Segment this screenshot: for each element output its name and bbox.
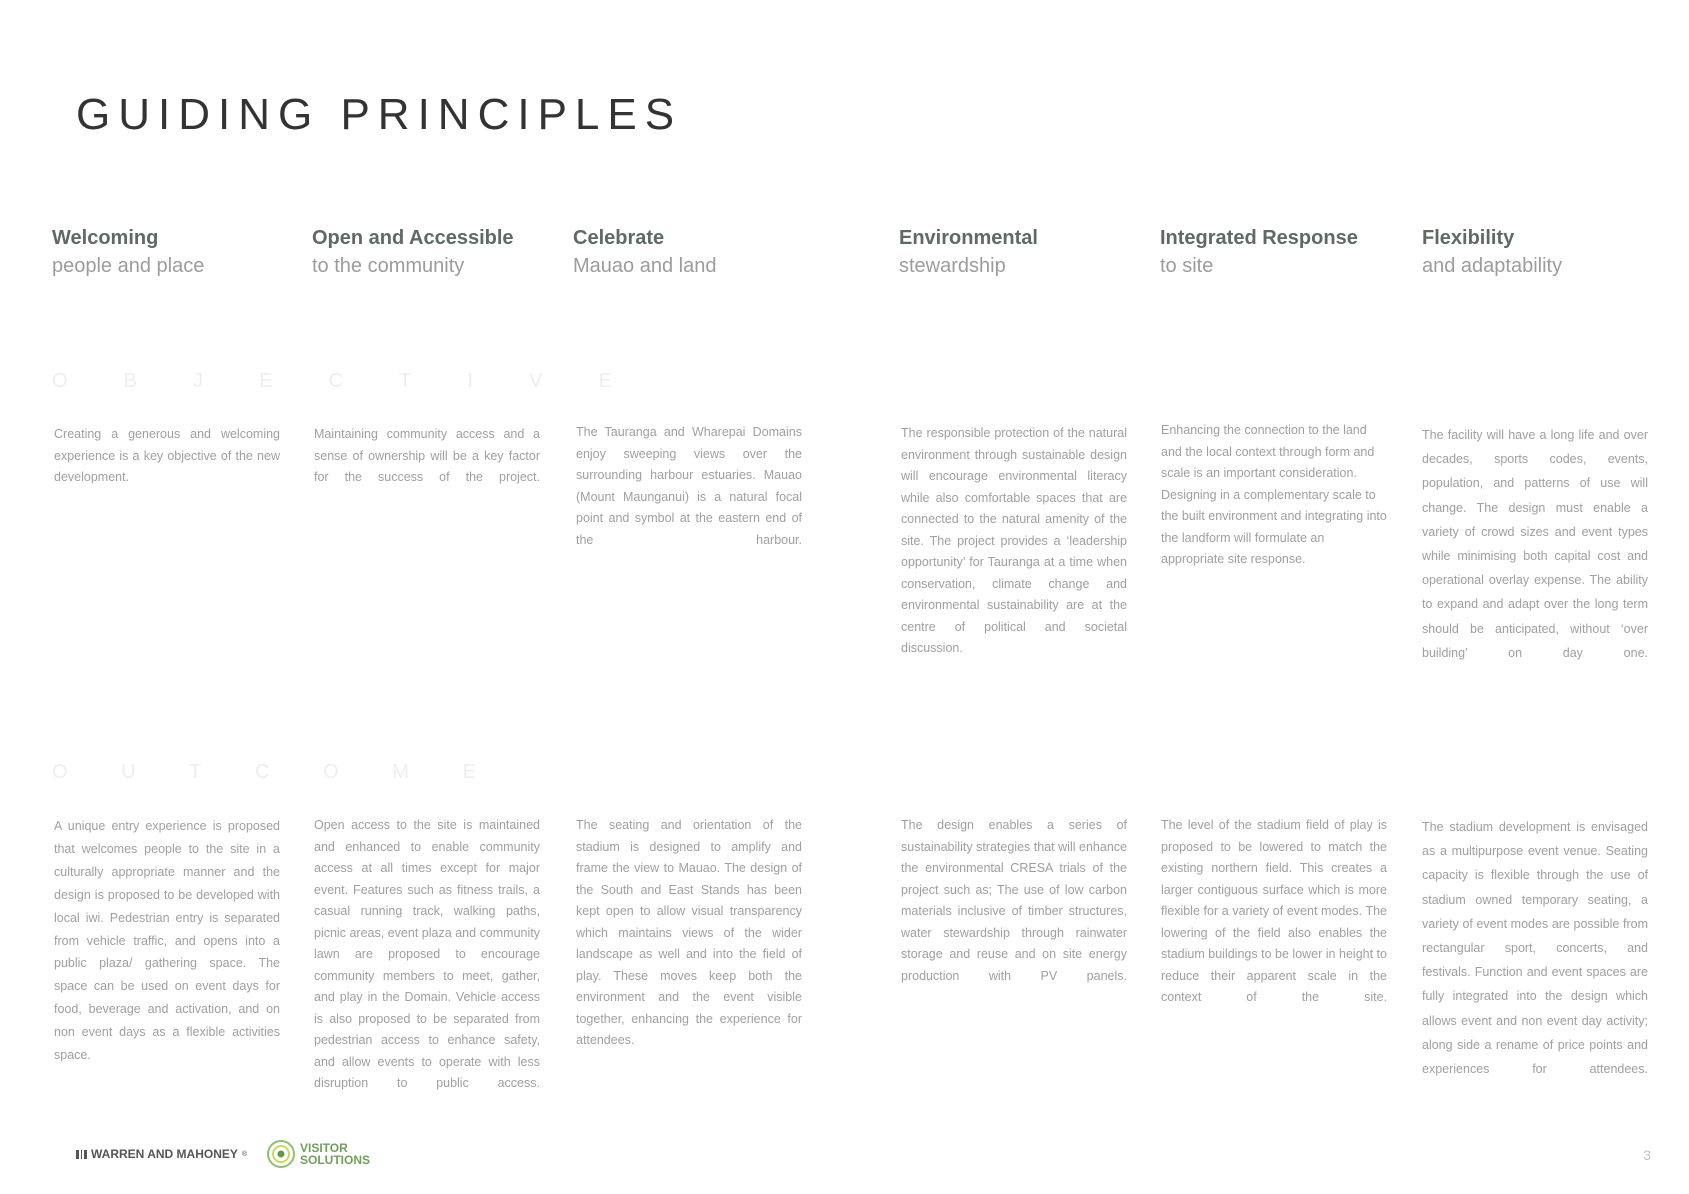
objective-label [52,370,612,393]
page-title: GUIDING PRINCIPLES [76,90,683,139]
label-letter: O [323,761,339,783]
registered-mark: ® [241,1150,248,1158]
label-letter: B [123,370,137,392]
label-letter: E [259,370,273,392]
outcome-text: A unique entry experience is proposed that welcomes people to the site in a culturally appropriate manner and the design is proposed to be developed with local iwi. Pedestrian entry is separated from vehicle traffic, and opens into a public plaza/ gathering space. The space can be used on event days for food, beverage and activation, and on non event days as a flexible activities space. [54,819,280,1063]
visitor-solutions-icon [266,1139,296,1169]
objective-text: Maintaining community access and a sense of ownership will be a key factor for the success of the project. [314,427,540,484]
outcome-text: The level of the stadium field of play is proposed to be lowered to match the existing northern field. This creates a larger contiguous surface which is more flexible for a variety of event modes. The lowering of the field also enables the stadium buildings to be lower in height to reduce their apparent scale in the context of the site. [1161,818,1387,1004]
visitor-solutions-wordmark [300,1142,370,1166]
objective-text: Enhancing the connection to the land and the local context through form and scale is an important consideration. Designing in a complementary scale to the built environment and integrating into the landform will formulate an appropriate site response. [1161,423,1387,566]
label-letter: U [121,761,136,783]
wm-mark-icon [76,1150,87,1159]
label-letter: E [598,370,612,392]
label-letter: O [52,370,68,392]
label-letter: E [462,761,476,783]
label-letter: O [52,761,68,783]
objective-text: The Tauranga and Wharepai Domains enjoy sweeping views over the surrounding harbour estuaries. Mauao (Mount Maunganui) is a natural focal point and symbol at the eastern end of the harbour. [576,425,802,547]
outcome-text: The stadium development is envisaged as a multipurpose event venue. Seating capacity is flexible through the use of stadium owned temporary seating, a variety of event modes are possible from rectangular sport, concerts, and festivals. Function and event spaces are fully integrated into the design which allows event and non event day activity; along side a rename of price points and experiences for attendees. [1422,820,1648,1077]
principle-flexibility [1422,224,1648,280]
principle-celebrate [573,224,799,280]
outcome-text: The design enables a series of sustainability strategies that will enhance the environmental CRESA trials of the project such as; The use of low carbon materials inclusive of timber structures, water stewardship through rainwater storage and reuse and on site energy production with PV panels. [901,818,1127,983]
principle-heading: Celebrate [573,227,665,249]
principle-heading: Welcoming [52,227,159,249]
principle-heading: Environmental [899,227,1038,249]
principle-subheading: to the community [312,255,465,277]
logo-line: VISITOR [300,1141,348,1155]
label-letter: M [392,761,409,783]
outcome-text: The seating and orientation of the stadium is designed to amplify and frame the view to Mauao. The design of the South and East Stands has been kept open to allow visual transparency which maintains views of the wider landscape as well and into the field of play. These moves keep both the environment and the event visible together, enhancing the experience for attendees. [576,818,802,1047]
principle-open-accessible [312,224,538,280]
label-letter: J [193,370,204,392]
page-number: 3 [1643,1147,1651,1163]
visitor-solutions-logo [266,1139,370,1169]
label-letter: I [467,370,474,392]
principle-heading: Open and Accessible [312,227,514,249]
principle-subheading: and adaptability [1422,255,1563,277]
label-letter: T [189,761,202,783]
principle-subheading: people and place [52,255,205,277]
logo-text: WARREN AND MAHONEY [91,1147,238,1161]
principle-welcoming [52,224,278,280]
principle-integrated [1160,224,1386,280]
principle-subheading: Mauao and land [573,255,717,277]
outcome-label [52,761,476,784]
objective-text: The responsible protection of the natural environment through sustainable design will encourage environmental literacy while also comfortable spaces that are connected to the natural amenity of the site. The project provides a ‘leadership opportunity’ for Tauranga at a time when conservation, climate change and environmental sustainability are at the centre of political and societal discussion. [901,426,1127,655]
principle-heading: Flexibility [1422,227,1515,249]
label-letter: T [399,370,412,392]
principle-heading: Integrated Response [1160,227,1358,249]
principle-subheading: to site [1160,255,1214,277]
warren-mahoney-logo [76,1147,247,1161]
objective-text: Creating a generous and welcoming experience is a key objective of the new development. [54,427,280,484]
label-letter: V [529,370,543,392]
label-letter: C [328,370,344,392]
label-letter: C [255,761,270,783]
principle-subheading: stewardship [899,255,1006,277]
objective-text: The facility will have a long life and over decades, sports codes, events, population, and patterns of use will change. The design must enable a variety of crowd sizes and event types while minimising both capital cost and operational overlay expense. The ability to expand and adapt over the long term should be anticipated, without ‘over building’ on day one. [1422,428,1648,660]
logo-line: SOLUTIONS [300,1153,371,1167]
outcome-text: Open access to the site is maintained and enhanced to enable community access at all times except for major event. Features such as fitness trails, a casual running track, walking paths, picnic areas, event plaza and community lawn are proposed to encourage community members to meet, gather, and play in the Domain. Vehicle access is also proposed to be separated from pedestrian access to enhance safety, and allow events to operate with less disruption to public access. [314,818,540,1090]
principle-environmental [899,224,1125,280]
